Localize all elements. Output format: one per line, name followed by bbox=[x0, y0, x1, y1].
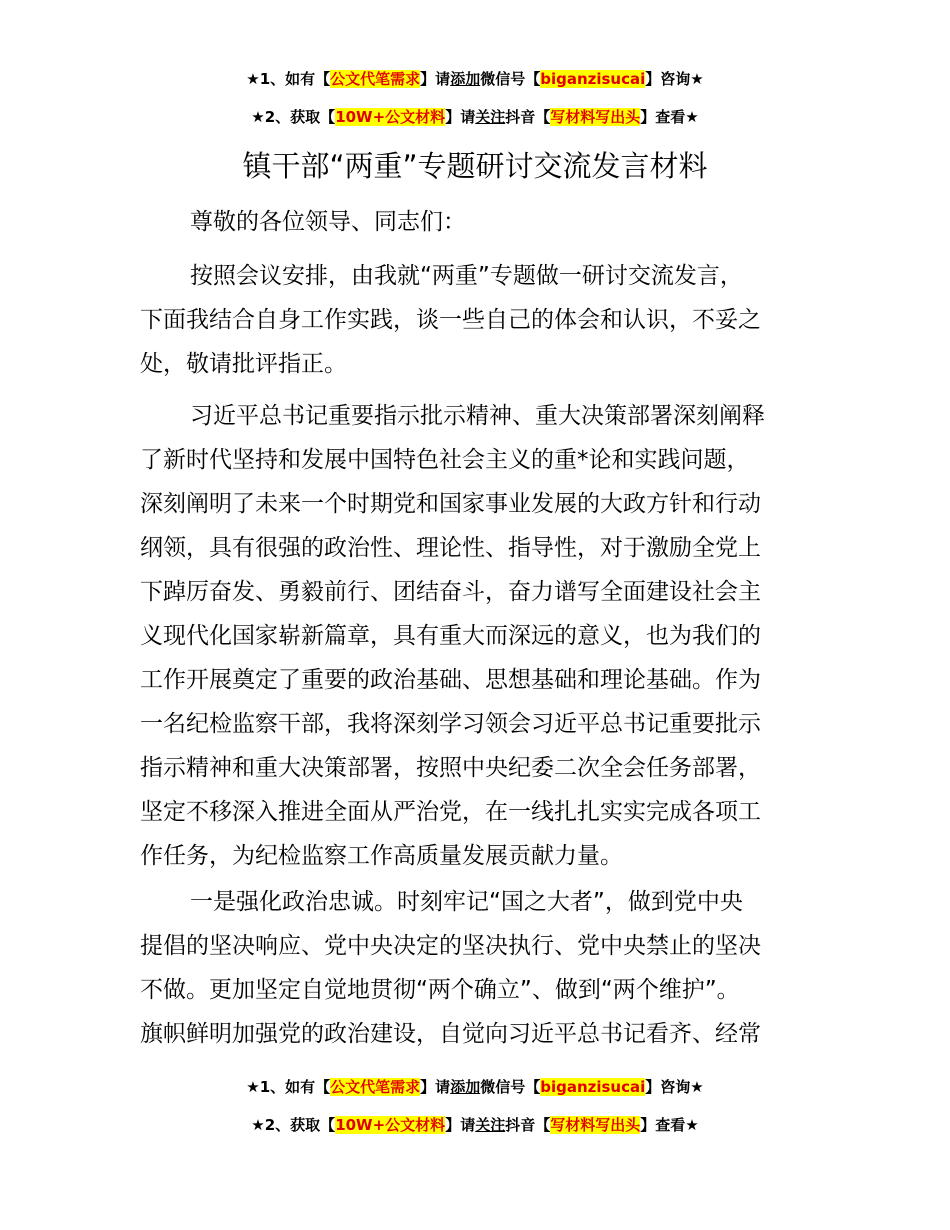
banner-suffix: 】查看★ bbox=[640, 1116, 699, 1134]
banner-emphasis: 关注 bbox=[475, 1116, 506, 1134]
footer-banner-line-1 bbox=[0, 1076, 950, 1098]
banner-suffix: 】咨询★ bbox=[645, 1078, 704, 1096]
paragraph-line: 处，敬请批评指正。 bbox=[140, 351, 347, 377]
header-banner-line-2 bbox=[0, 106, 950, 128]
banner-highlight: 10W+公文材料 bbox=[335, 108, 446, 126]
paragraph-line: 纲领，具有很强的政治性、理论性、指导性，对于激励全党上 bbox=[140, 535, 761, 561]
banner-highlight: biganzisucai bbox=[540, 1078, 646, 1096]
paragraph-line: 作任务，为纪检监察工作高质量发展贡献力量。 bbox=[140, 843, 623, 869]
salutation-text: 尊敬的各位领导、同志们： bbox=[190, 209, 466, 235]
paragraph-line: 不做。更加坚定自觉地贯彻“两个确立”、做到“两个维护”。 bbox=[140, 977, 740, 1003]
paragraph-line: 一名纪检监察干部，我将深刻学习领会习近平总书记重要批示 bbox=[140, 711, 761, 737]
paragraph-line: 坚定不移深入推进全面从严治党，在一线扎扎实实完成各项工 bbox=[140, 799, 761, 825]
paragraph-3 bbox=[140, 880, 820, 1056]
banner-text: 】请 bbox=[445, 108, 476, 126]
banner-text: 抖音【 bbox=[505, 1116, 551, 1134]
paragraph-line: 提倡的坚决响应、党中央决定的坚决执行、党中央禁止的坚决 bbox=[140, 933, 761, 959]
banner-text: 抖音【 bbox=[505, 108, 551, 126]
banner-highlight: biganzisucai bbox=[540, 70, 646, 88]
banner-highlight: 公文代笔需求 bbox=[330, 1078, 421, 1096]
paragraph-line: 下踔厉奋发、勇毅前行、团结奋斗，奋力谱写全面建设社会主 bbox=[140, 579, 761, 605]
paragraph-2 bbox=[140, 394, 820, 878]
banner-text: 】请 bbox=[420, 70, 451, 88]
paragraph-line: 工作开展奠定了重要的政治基础、思想基础和理论基础。作为 bbox=[140, 667, 761, 693]
banner-emphasis: 添加 bbox=[450, 1078, 481, 1096]
paragraph-line: 一是强化政治忠诚。时刻牢记“国之大者”，做到党中央 bbox=[190, 889, 743, 915]
header-banner-line-1 bbox=[0, 68, 950, 90]
salutation bbox=[140, 200, 820, 244]
banner-prefix: ★2、获取【 bbox=[251, 1116, 336, 1134]
paragraph-line: 指示精神和重大决策部署，按照中央纪委二次全会任务部署， bbox=[140, 755, 761, 781]
banner-text: 】请 bbox=[420, 1078, 451, 1096]
banner-emphasis: 添加 bbox=[450, 70, 481, 88]
footer-banner-line-2 bbox=[0, 1114, 950, 1136]
banner-highlight: 写材料写出头 bbox=[550, 108, 641, 126]
banner-prefix: ★2、获取【 bbox=[251, 108, 336, 126]
paragraph-line: 深刻阐明了未来一个时期党和国家事业发展的大政方针和行动 bbox=[140, 491, 761, 517]
document-title: 镇干部“两重”专题研讨交流发言材料 bbox=[242, 149, 708, 183]
paragraph-line: 旗帜鲜明加强党的政治建设，自觉向习近平总书记看齐、经常 bbox=[140, 1021, 761, 1047]
banner-prefix: ★1、如有【 bbox=[246, 1078, 331, 1096]
banner-emphasis: 关注 bbox=[475, 108, 506, 126]
paragraph-1 bbox=[140, 254, 820, 386]
paragraph-line: 下面我结合自身工作实践，谈一些自己的体会和认识，不妥之 bbox=[140, 307, 761, 333]
banner-suffix: 】查看★ bbox=[640, 108, 699, 126]
banner-highlight: 写材料写出头 bbox=[550, 1116, 641, 1134]
paragraph-line: 义现代化国家崭新篇章，具有重大而深远的意义，也为我们的 bbox=[140, 623, 761, 649]
banner-text: 微信号【 bbox=[480, 70, 541, 88]
paragraph-line: 习近平总书记重要指示批示精神、重大决策部署深刻阐释 bbox=[190, 403, 765, 429]
banner-text: 微信号【 bbox=[480, 1078, 541, 1096]
banner-suffix: 】咨询★ bbox=[645, 70, 704, 88]
banner-text: 】请 bbox=[445, 1116, 476, 1134]
paragraph-line: 按照会议安排，由我就“两重”专题做一研讨交流发言， bbox=[190, 263, 743, 289]
banner-highlight: 公文代笔需求 bbox=[330, 70, 421, 88]
paragraph-line: 了新时代坚持和发展中国特色社会主义的重*论和实践问题， bbox=[140, 447, 750, 473]
banner-prefix: ★1、如有【 bbox=[246, 70, 331, 88]
banner-highlight: 10W+公文材料 bbox=[335, 1116, 446, 1134]
